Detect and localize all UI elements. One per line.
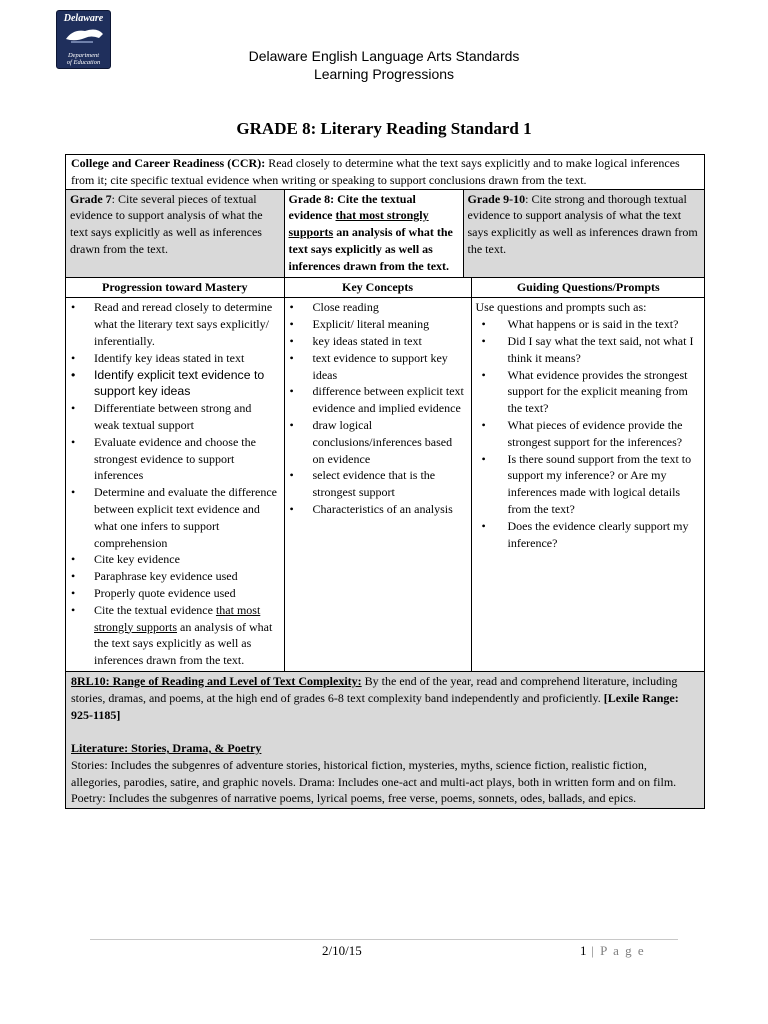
grade-8-cell: Grade 8: Cite the textual evidence that most strongly supports an analysis of what the text says explicitly as well as inferences drawn from the text. — [284, 190, 463, 277]
footer-divider — [90, 939, 678, 940]
ccr-text: Read closely to determine what the text says explicitly and to make logical inferences from it; cite specific textual evidence when writing or speaking to support conclusions drawn from the text. — [71, 156, 680, 187]
concepts-cell — [284, 298, 471, 671]
list-item: • Is there sound support from the text to support my inference? or Are my inferences made with logical details from the text? — [476, 451, 702, 518]
list-item: • select evidence that is the strongest support — [289, 467, 467, 501]
literature-text: Stories: Includes the subgenres of adventure stories, historical fiction, mysteries, myths, science fiction, realistic fiction, allegories, parodies, satire, and graphic novels. Drama: Includes one-act and multi-act plays, both in written form and on film. Poetry: Includes the subgenres of narrative poems, lyrical poems, free verse, poems, sonnets, odes, ballads, and epics. — [71, 757, 677, 806]
lexile-range: [Lexile Range: 925-1185] — [71, 690, 679, 722]
list-item: • Did I say what the text said, not what I think it means? — [476, 333, 702, 367]
questions-list — [476, 316, 702, 551]
literature-heading: Literature: Stories, Drama, & Poetry — [71, 741, 262, 756]
rl10-label: 8RL10: Range of Reading and Level of Text Complexity: — [71, 673, 362, 688]
questions-intro: Use questions and prompts such as: — [475, 300, 647, 315]
map-icon — [63, 25, 106, 47]
questions-cell — [471, 298, 705, 671]
rl10-paragraph: 8RL10: Range of Reading and Level of Text Complexity: By the end of the year, read and comprehend literature, including stories, dramas, and poems, at the high end of grades 6-8 text complexity band independently and proficiently. [Lexile Range: 925-1185] — [71, 673, 679, 722]
grades-row — [66, 189, 705, 277]
col-header-concepts: Key Concepts — [284, 278, 471, 298]
rl10-cell — [66, 671, 705, 808]
concepts-list — [289, 299, 467, 517]
footer-date: 2/10/15 — [322, 943, 362, 958]
list-item: • Identify explicit text evidence to support key ideas — [70, 367, 280, 401]
list-item: • Close reading — [289, 299, 467, 316]
progression-cell — [66, 298, 284, 671]
list-item: • Cite key evidence — [70, 551, 280, 568]
list-item: • Identify key ideas stated in text — [70, 350, 280, 367]
header-line-1: Delaware English Language Arts Standards — [248, 48, 520, 64]
list-item: • Characteristics of an analysis — [289, 501, 467, 518]
progression-list — [70, 299, 280, 669]
list-item: • draw logical conclusions/inferences based on evidence — [289, 417, 467, 467]
list-item: • key ideas stated in text — [289, 333, 467, 350]
list-item: • Does the evidence clearly support my inference? — [476, 518, 702, 552]
list-item: • Explicit/ literal meaning — [289, 316, 467, 333]
grades-subtable — [66, 190, 705, 277]
list-item: • What pieces of evidence provide the strongest support for the inferences? — [476, 417, 702, 451]
ccr-label: College and Career Readiness (CCR): — [71, 156, 266, 170]
col-header-progression: Progression toward Mastery — [66, 278, 284, 298]
list-item: • Cite the textual evidence that most strongly supports an analysis of what the text says explicitly as well as inferences drawn from the text. — [70, 602, 280, 669]
list-item: • What evidence provides the strongest support for the explicit meaning from the text? — [476, 367, 702, 417]
list-item: • Read and reread closely to determine what the literary text says explicitly/ inferentially. — [70, 299, 280, 349]
col-header-questions: Guiding Questions/Prompts — [471, 278, 705, 298]
content-row — [66, 277, 705, 671]
list-item: • Paraphrase key evidence used — [70, 568, 280, 585]
header-line-2: Learning Progressions — [313, 66, 455, 82]
list-item: • Differentiate between strong and weak textual support — [70, 400, 280, 434]
list-item: • difference between explicit text evidence and implied evidence — [289, 383, 467, 417]
grade-9-10-cell: Grade 9-10: Cite strong and thorough textual evidence to support analysis of what the text says explicitly as well as inferences drawn from the text. — [463, 190, 705, 277]
content-subtable — [66, 278, 705, 671]
standards-table — [65, 154, 705, 809]
page-title: GRADE 8: Literary Reading Standard 1 — [236, 119, 532, 138]
list-item: • Properly quote evidence used — [70, 585, 280, 602]
list-item: • Evaluate evidence and choose the strongest evidence to support inferences — [70, 434, 280, 484]
document-header — [0, 47, 768, 83]
list-item: • Determine and evaluate the difference between explicit text evidence and what one infers to support comprehension — [70, 484, 280, 551]
list-item: • What happens or is said in the text? — [476, 316, 702, 333]
ccr-cell — [66, 155, 705, 190]
ccr-row — [66, 155, 705, 190]
list-item: • text evidence to support key ideas — [289, 350, 467, 384]
grade-7-cell: Grade 7: Cite several pieces of textual evidence to support analysis of what the text says explicitly as well as inferences drawn from the text. — [66, 190, 284, 277]
logo-bottom-text: Department of Education — [66, 52, 101, 66]
logo-top-text: Delaware — [63, 13, 104, 24]
rl10-row — [66, 671, 705, 808]
footer-page-number: 1 | P a g e — [580, 943, 646, 958]
